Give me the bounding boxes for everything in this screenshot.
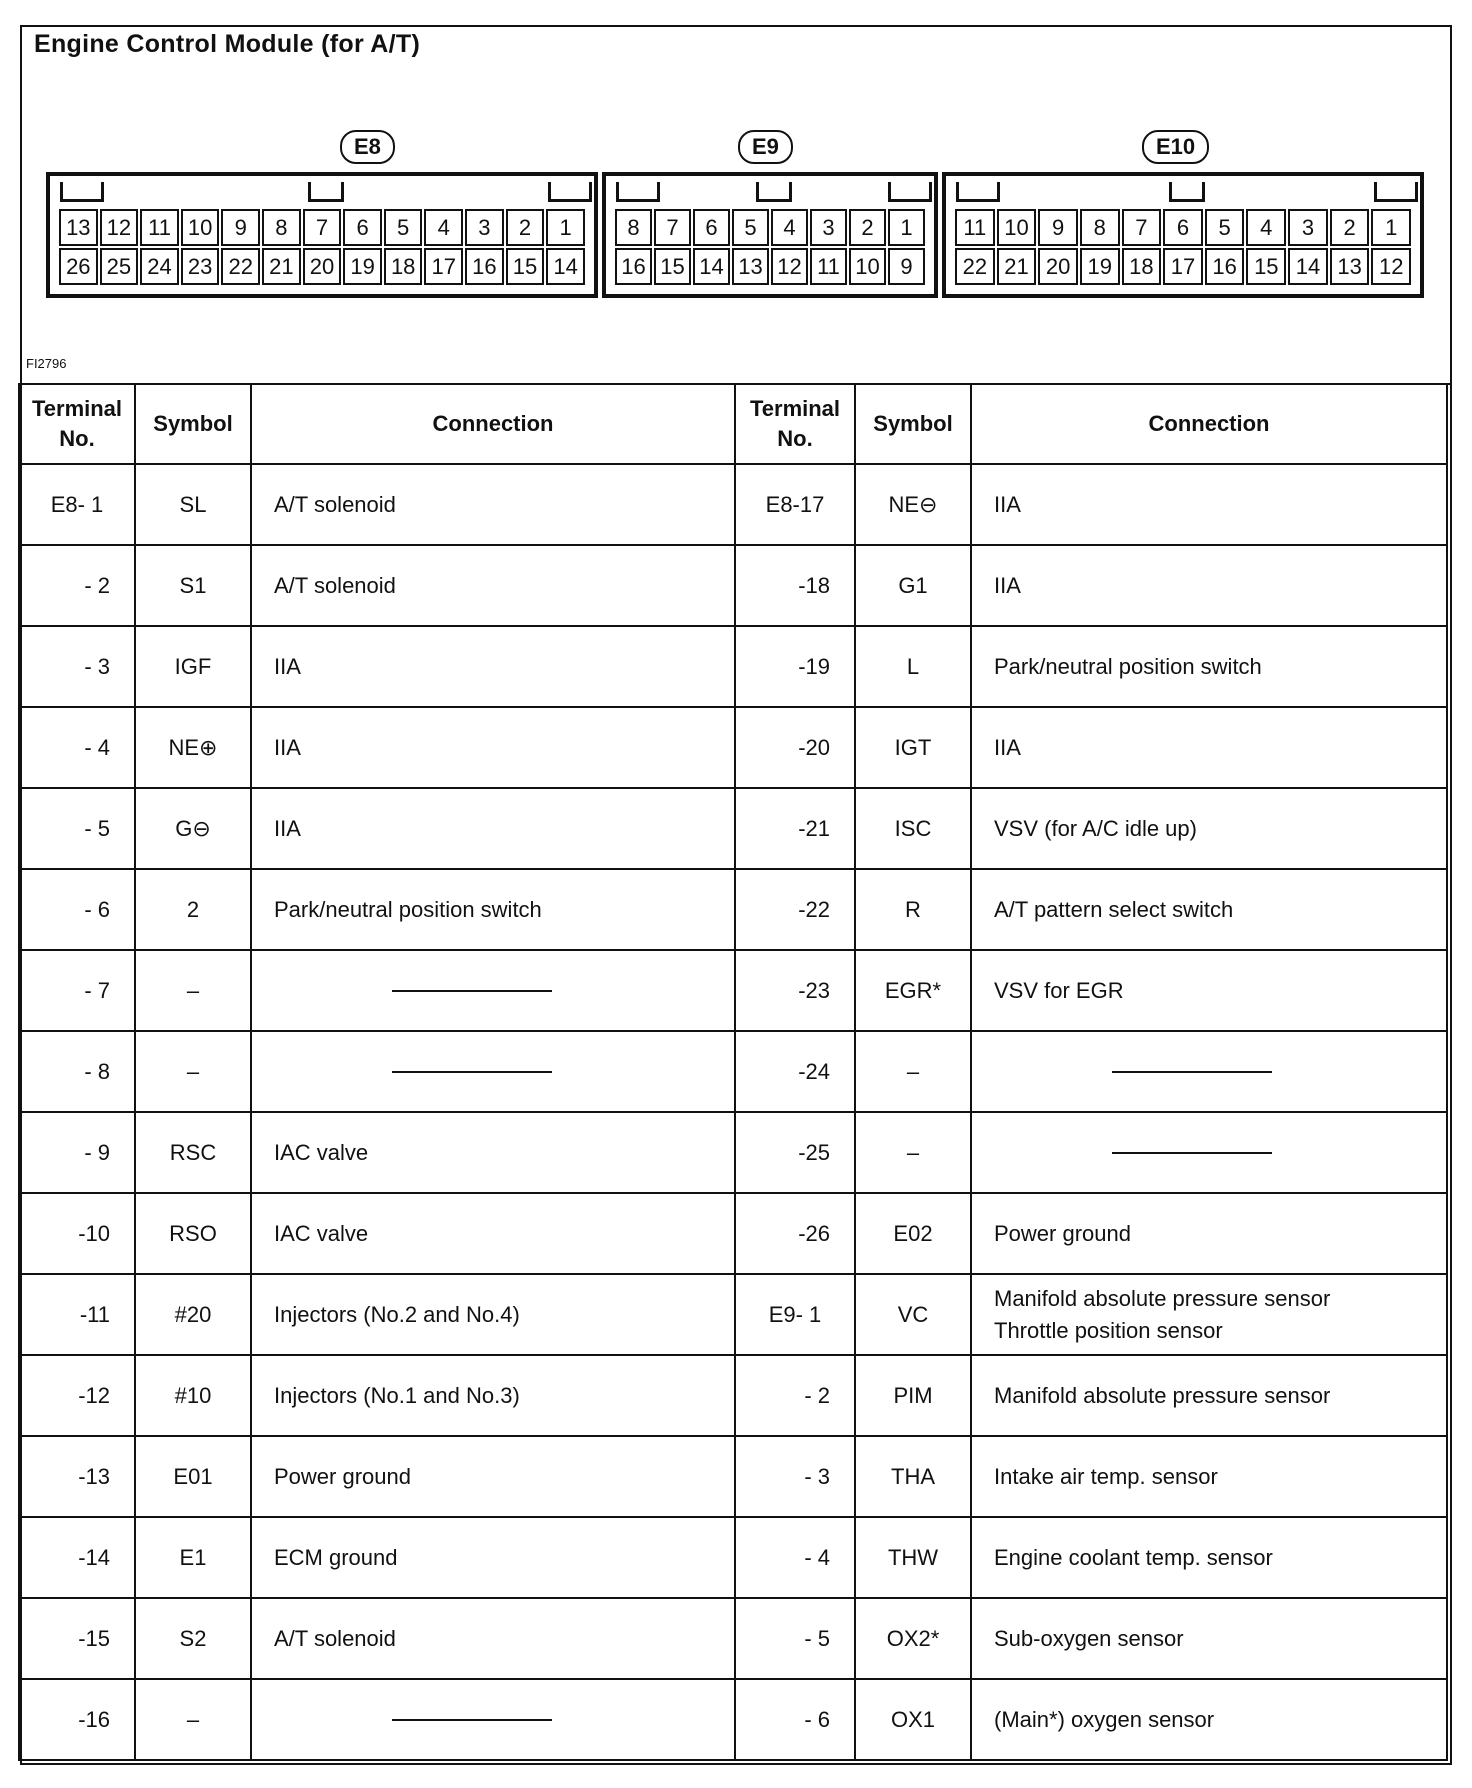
header-connection: Connection — [251, 384, 735, 464]
connection-description: VSV (for A/C idle up) — [971, 788, 1447, 869]
table-row — [19, 1112, 735, 1193]
header-symbol: Symbol — [855, 384, 971, 464]
table-header-row — [735, 384, 1447, 464]
terminal-number: E8- 1 — [19, 464, 135, 545]
connector-pin: 7 — [654, 209, 691, 246]
terminal-number: -14 — [19, 1517, 135, 1598]
connector-label: E9 — [738, 130, 793, 164]
connector-key — [888, 182, 932, 202]
connector-label: E8 — [340, 130, 395, 164]
pin-row — [614, 208, 926, 247]
connection-description — [251, 1679, 735, 1760]
table-row — [735, 1112, 1447, 1193]
table-row — [19, 1031, 735, 1112]
connector-pin: 5 — [384, 209, 423, 246]
terminal-symbol: E02 — [855, 1193, 971, 1274]
table-row — [19, 1598, 735, 1679]
terminal-symbol: IGT — [855, 707, 971, 788]
connector-pin: 8 — [615, 209, 652, 246]
table-row — [735, 1193, 1447, 1274]
connector-pin: 24 — [140, 248, 179, 285]
connector-pin: 5 — [1205, 209, 1245, 246]
table-row — [735, 707, 1447, 788]
header-terminal: Terminal No. — [19, 384, 135, 464]
table-row — [19, 707, 735, 788]
pin-row — [614, 247, 926, 286]
table-row — [19, 950, 735, 1031]
connector-pin: 11 — [810, 248, 847, 285]
table-row — [19, 1679, 735, 1760]
connection-description: Power ground — [251, 1436, 735, 1517]
table-row — [735, 1031, 1447, 1112]
connector-pin: 8 — [1080, 209, 1120, 246]
table-row — [19, 1355, 735, 1436]
connector-key — [956, 182, 1000, 202]
pin-row — [58, 208, 586, 247]
table-row — [19, 1193, 735, 1274]
connector-key — [548, 182, 592, 202]
terminal-symbol: – — [855, 1031, 971, 1112]
terminal-table-right — [734, 383, 1448, 1761]
connection-description: IIA — [971, 464, 1447, 545]
connector-pin: 3 — [810, 209, 847, 246]
terminal-number: - 5 — [19, 788, 135, 869]
connector-pin: 9 — [888, 248, 925, 285]
terminal-symbol: 2 — [135, 869, 251, 950]
terminal-number: - 4 — [19, 707, 135, 788]
connection-description: Injectors (No.1 and No.3) — [251, 1355, 735, 1436]
terminal-symbol: SL — [135, 464, 251, 545]
connection-description: A/T solenoid — [251, 545, 735, 626]
connector-pin: 8 — [262, 209, 301, 246]
table-row — [735, 950, 1447, 1031]
connector-key — [756, 182, 792, 202]
terminal-number: -10 — [19, 1193, 135, 1274]
table-header-row — [19, 384, 735, 464]
terminal-table-left — [18, 383, 736, 1761]
terminal-symbol: R — [855, 869, 971, 950]
table-row — [735, 1679, 1447, 1760]
terminal-number: -21 — [735, 788, 855, 869]
connector-pin: 22 — [221, 248, 260, 285]
connection-description: A/T solenoid — [251, 1598, 735, 1679]
connector-e8 — [46, 172, 598, 298]
terminal-number: - 6 — [19, 869, 135, 950]
connector-pin: 16 — [465, 248, 504, 285]
connector-pin: 2 — [1330, 209, 1370, 246]
table-row — [735, 626, 1447, 707]
connector-pin: 1 — [546, 209, 585, 246]
terminal-symbol: – — [855, 1112, 971, 1193]
connection-description: ECM ground — [251, 1517, 735, 1598]
connection-description: Manifold absolute pressure sensor — [971, 1355, 1447, 1436]
table-row — [735, 1436, 1447, 1517]
no-connection-line — [392, 990, 552, 992]
terminal-symbol: RSO — [135, 1193, 251, 1274]
pin-row — [58, 247, 586, 286]
connector-pin: 21 — [262, 248, 301, 285]
pin-row — [954, 208, 1412, 247]
table-row — [19, 1436, 735, 1517]
terminal-number: -11 — [19, 1274, 135, 1355]
connection-description: A/T solenoid — [251, 464, 735, 545]
connector-pin: 10 — [181, 209, 220, 246]
connection-description: IIA — [251, 707, 735, 788]
connector-pin: 4 — [1246, 209, 1286, 246]
connector-pin: 7 — [1122, 209, 1162, 246]
connector-pin: 14 — [1288, 248, 1328, 285]
terminal-number: - 6 — [735, 1679, 855, 1760]
header-connection: Connection — [971, 384, 1447, 464]
terminal-symbol: – — [135, 950, 251, 1031]
connector-pin: 6 — [343, 209, 382, 246]
connection-description: Park/neutral position switch — [971, 626, 1447, 707]
terminal-symbol: ISC — [855, 788, 971, 869]
no-connection-line — [392, 1719, 552, 1721]
terminal-symbol: E1 — [135, 1517, 251, 1598]
connector-key — [308, 182, 344, 202]
connector-pin: 1 — [888, 209, 925, 246]
terminal-symbol: E01 — [135, 1436, 251, 1517]
connector-pin: 4 — [424, 209, 463, 246]
connector-key — [1374, 182, 1418, 202]
connector-pin: 13 — [59, 209, 98, 246]
table-row — [735, 1598, 1447, 1679]
pin-grid — [954, 208, 1412, 286]
terminal-symbol: NE⊕ — [135, 707, 251, 788]
table-row — [735, 545, 1447, 626]
connector-pin: 26 — [59, 248, 98, 285]
connector-pin: 15 — [654, 248, 691, 285]
terminal-number: - 2 — [19, 545, 135, 626]
terminal-number: -13 — [19, 1436, 135, 1517]
table-row — [19, 626, 735, 707]
connection-description: Intake air temp. sensor — [971, 1436, 1447, 1517]
connector-pin: 12 — [1371, 248, 1411, 285]
connector-pin: 16 — [615, 248, 652, 285]
connector-pin: 20 — [303, 248, 342, 285]
table-row — [735, 1517, 1447, 1598]
connector-pin: 19 — [1080, 248, 1120, 285]
connector-pin: 17 — [424, 248, 463, 285]
table-row — [19, 788, 735, 869]
terminal-number: - 9 — [19, 1112, 135, 1193]
terminal-symbol: EGR* — [855, 950, 971, 1031]
connection-description: A/T pattern select switch — [971, 869, 1447, 950]
connector-pin: 11 — [140, 209, 179, 246]
connection-description: Injectors (No.2 and No.4) — [251, 1274, 735, 1355]
connector-e9 — [602, 172, 938, 298]
table-row — [19, 869, 735, 950]
connector-key — [616, 182, 660, 202]
connector-pin: 22 — [955, 248, 995, 285]
connection-description: IIA — [971, 707, 1447, 788]
terminal-symbol: #20 — [135, 1274, 251, 1355]
terminal-symbol: NE⊖ — [855, 464, 971, 545]
connection-description: Power ground — [971, 1193, 1447, 1274]
connector-pin: 10 — [849, 248, 886, 285]
terminal-symbol: L — [855, 626, 971, 707]
terminal-number: -23 — [735, 950, 855, 1031]
terminal-symbol: THA — [855, 1436, 971, 1517]
pin-row — [954, 247, 1412, 286]
terminal-symbol: G1 — [855, 545, 971, 626]
terminal-number: - 4 — [735, 1517, 855, 1598]
connection-description: IIA — [251, 626, 735, 707]
terminal-number: - 3 — [19, 626, 135, 707]
connector-pin: 25 — [100, 248, 139, 285]
connector-key — [1169, 182, 1205, 202]
connection-description: VSV for EGR — [971, 950, 1447, 1031]
terminal-number: - 7 — [19, 950, 135, 1031]
connector-pin: 23 — [181, 248, 220, 285]
terminal-number: -24 — [735, 1031, 855, 1112]
table-row — [19, 1274, 735, 1355]
terminal-number: - 5 — [735, 1598, 855, 1679]
connector-pin: 13 — [732, 248, 769, 285]
connector-pin: 1 — [1371, 209, 1411, 246]
header-symbol: Symbol — [135, 384, 251, 464]
terminal-symbol: VC — [855, 1274, 971, 1355]
connection-description: Sub-oxygen sensor — [971, 1598, 1447, 1679]
pin-grid — [58, 208, 586, 286]
connection-description — [971, 1031, 1447, 1112]
connector-pin: 9 — [1038, 209, 1078, 246]
connector-pin: 15 — [506, 248, 545, 285]
terminal-number: - 2 — [735, 1355, 855, 1436]
table-row — [19, 464, 735, 545]
connector-pin: 2 — [506, 209, 545, 246]
no-connection-line — [392, 1071, 552, 1073]
connector-pin: 7 — [303, 209, 342, 246]
terminal-symbol: PIM — [855, 1355, 971, 1436]
connection-description: Park/neutral position switch — [251, 869, 735, 950]
terminal-number: -18 — [735, 545, 855, 626]
terminal-symbol: OX2* — [855, 1598, 971, 1679]
connector-pin: 3 — [465, 209, 504, 246]
connection-description: IAC valve — [251, 1112, 735, 1193]
connector-pin: 18 — [1122, 248, 1162, 285]
connector-pin: 11 — [955, 209, 995, 246]
connector-pin: 3 — [1288, 209, 1328, 246]
connector-pin: 18 — [384, 248, 423, 285]
table-row — [735, 1274, 1447, 1355]
table-row — [735, 1355, 1447, 1436]
connection-description: IIA — [251, 788, 735, 869]
connector-pin: 19 — [343, 248, 382, 285]
connector-pin: 5 — [732, 209, 769, 246]
terminal-number: E8-17 — [735, 464, 855, 545]
connector-pin: 4 — [771, 209, 808, 246]
connection-description: IAC valve — [251, 1193, 735, 1274]
connector-pin: 14 — [693, 248, 730, 285]
figure-id: FI2796 — [26, 356, 67, 371]
terminal-symbol: – — [135, 1679, 251, 1760]
terminal-number: E9- 1 — [735, 1274, 855, 1355]
table-row — [735, 788, 1447, 869]
no-connection-line — [1112, 1071, 1272, 1073]
connector-pin: 12 — [771, 248, 808, 285]
connection-description: IIA — [971, 545, 1447, 626]
connection-description: Engine coolant temp. sensor — [971, 1517, 1447, 1598]
connection-description — [251, 1031, 735, 1112]
terminal-symbol: – — [135, 1031, 251, 1112]
terminal-symbol: #10 — [135, 1355, 251, 1436]
connector-e10 — [942, 172, 1424, 298]
terminal-number: -26 — [735, 1193, 855, 1274]
terminal-symbol: IGF — [135, 626, 251, 707]
connector-pin: 16 — [1205, 248, 1245, 285]
no-connection-line — [1112, 1152, 1272, 1154]
connector-pin: 6 — [1163, 209, 1203, 246]
connector-pin: 9 — [221, 209, 260, 246]
terminal-number: -22 — [735, 869, 855, 950]
terminal-number: -15 — [19, 1598, 135, 1679]
terminal-symbol: S1 — [135, 545, 251, 626]
connector-pin: 20 — [1038, 248, 1078, 285]
pin-grid — [614, 208, 926, 286]
connector-label: E10 — [1142, 130, 1209, 164]
table-row — [735, 464, 1447, 545]
terminal-symbol: OX1 — [855, 1679, 971, 1760]
connector-key — [60, 182, 104, 202]
connection-description — [971, 1112, 1447, 1193]
connector-pin: 2 — [849, 209, 886, 246]
terminal-number: -16 — [19, 1679, 135, 1760]
terminal-number: - 3 — [735, 1436, 855, 1517]
connection-description: (Main*) oxygen sensor — [971, 1679, 1447, 1760]
connector-pin: 6 — [693, 209, 730, 246]
terminal-symbol: G⊖ — [135, 788, 251, 869]
terminal-number: -12 — [19, 1355, 135, 1436]
header-terminal: Terminal No. — [735, 384, 855, 464]
table-row — [19, 545, 735, 626]
connector-pin: 13 — [1330, 248, 1370, 285]
terminal-symbol: RSC — [135, 1112, 251, 1193]
connector-pin: 10 — [997, 209, 1037, 246]
terminal-number: -20 — [735, 707, 855, 788]
terminal-number: - 8 — [19, 1031, 135, 1112]
connector-pin: 17 — [1163, 248, 1203, 285]
connector-pin: 15 — [1246, 248, 1286, 285]
connector-pin: 12 — [100, 209, 139, 246]
page-title: Engine Control Module (for A/T) — [34, 30, 421, 58]
table-row — [735, 869, 1447, 950]
terminal-symbol: S2 — [135, 1598, 251, 1679]
connector-pin: 14 — [546, 248, 585, 285]
table-row — [19, 1517, 735, 1598]
connection-description — [251, 950, 735, 1031]
terminal-number: -19 — [735, 626, 855, 707]
connector-pin: 21 — [997, 248, 1037, 285]
connection-description: Manifold absolute pressure sensor Throttle position sensor — [971, 1274, 1447, 1355]
terminal-symbol: THW — [855, 1517, 971, 1598]
terminal-number: -25 — [735, 1112, 855, 1193]
